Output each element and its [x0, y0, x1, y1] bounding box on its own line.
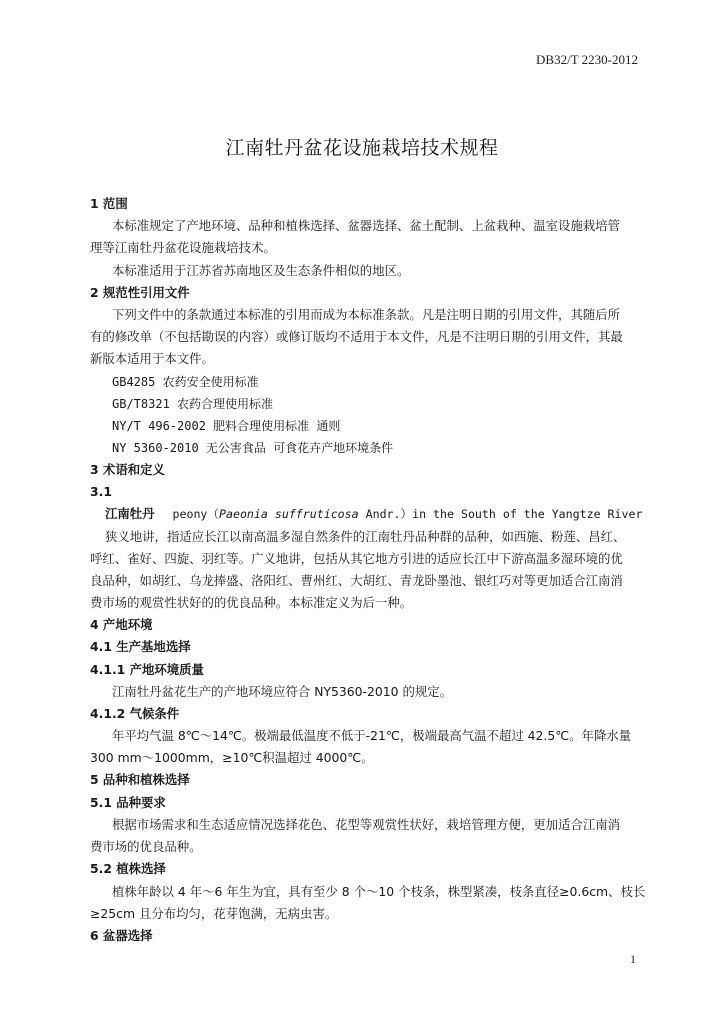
definition-line: 狭义地讲，指适应长江以南高温多湿自然条件的江南牡丹品种群的品种，如西施、粉莲、昌红、 [105, 529, 626, 544]
variety-requirement-line: 根据市场需求和生态适应情况选择花色、花型等观赏性状好，栽培管理方便，更加适合江南消 [112, 817, 621, 832]
section-4-1-heading: 4.1 生产基地选择 [90, 639, 191, 654]
section-4-heading: 4 产地环境 [90, 617, 153, 632]
section-5-1-heading: 5.1 品种要求 [90, 795, 166, 810]
section-3-1-number: 3.1 [90, 484, 112, 499]
reference-item: GB/T8321 农药合理使用标准 [112, 397, 274, 411]
standard-code: DB32/T 2230-2012 [536, 52, 638, 67]
section-2-paragraph-line: 新版本适用于本文件。 [90, 351, 214, 366]
reference-item: GB4285 农药安全使用标准 [112, 375, 259, 389]
plant-selection-line: 植株年龄以 4 年～6 年生为宜，具有至少 8 个～10 个枝条，株型紧凑，枝条直径≥0.6cm、枝长 [112, 884, 646, 899]
definition-line: 呼红、雀好、四旋、羽红等。广义地讲，包括从其它地方引进的适应长江中下游高温多湿环境的优 [90, 551, 623, 566]
section-4-1-2-heading: 4.1.2 气候条件 [90, 706, 180, 721]
page-number: 1 [630, 952, 636, 966]
section-1-scope-line: 本标准适用于江苏省苏南地区及生态条件相似的地区。 [112, 263, 410, 278]
climate-text-line: 300 mm～1000mm，≥10℃积温超过 4000℃。 [90, 750, 374, 765]
term-entry [105, 506, 642, 522]
document-title: 江南牡丹盆花设施栽培技术规程 [225, 137, 499, 159]
variety-requirement-line: 费市场的优良品种。 [90, 839, 202, 854]
term-latin-name: Paeonia suffruticosa [219, 507, 359, 521]
section-2-paragraph-line: 下列文件中的条款通过本标准的引用而成为本标准条款。凡是注明日期的引用文件，其随后所 [112, 307, 621, 322]
term-chinese: 江南牡丹 [105, 506, 155, 521]
term-english-suffix: Andr.）in the South of the Yangtze River [358, 507, 643, 521]
plant-selection-line: ≥25cm 且分布均匀，花芽饱满，无病虫害。 [90, 906, 338, 921]
section-1-heading: 1 范围 [90, 196, 128, 211]
section-1-paragraph-line: 理等江南牡丹盆花设施栽培技术。 [90, 240, 276, 255]
section-4-1-1-text: 江南牡丹盆花生产的产地环境应符合 NY5360-2010 的规定。 [112, 684, 453, 699]
section-6-heading: 6 盆器选择 [90, 928, 153, 943]
definition-line: 费市场的观赏性状好的的优良品种。本标准定义为后一种。 [90, 595, 413, 610]
section-3-heading: 3 术语和定义 [90, 462, 165, 477]
section-2-paragraph-line: 有的修改单（不包括勘误的内容）或修订版均不适用于本文件，凡是不注明日期的引用文件，其最 [90, 329, 623, 344]
section-4-1-1-heading: 4.1.1 产地环境质量 [90, 662, 204, 677]
definition-line: 良品种，如胡红、乌龙捧盛、洛阳红、曹州红、大胡红、青龙卧墨池、银红巧对等更加适合江南消 [90, 573, 623, 588]
reference-item: NY 5360-2010 无公害食品 可食花卉产地环境条件 [112, 441, 394, 455]
reference-item: NY/T 496-2002 肥料合理使用标准 通则 [112, 419, 341, 433]
section-1-paragraph-line: 本标准规定了产地环境、品种和植株选择、盆器选择、盆土配制、上盆栽种、温室设施栽培管 [112, 218, 621, 233]
term-english-prefix: peony（ [172, 507, 220, 521]
climate-text-line: 年平均气温 8℃～14℃。极端最低温度不低于-21℃，极端最高气温不超过 42.5℃。年降水量 [112, 728, 632, 743]
section-2-heading: 2 规范性引用文件 [90, 285, 190, 300]
section-5-heading: 5 品种和植株选择 [90, 772, 190, 787]
section-5-2-heading: 5.2 植株选择 [90, 861, 166, 876]
